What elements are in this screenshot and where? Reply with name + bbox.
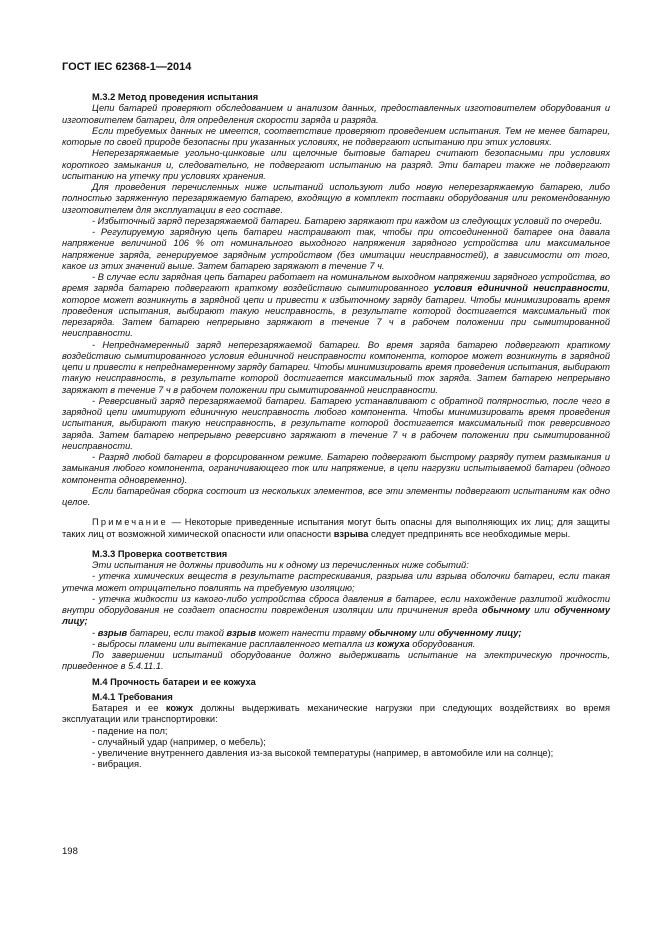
text-run: - случайный удар (например, о мебель);: [92, 736, 266, 747]
text-run: или: [416, 627, 438, 638]
text-run: — Некоторые приведенные испытания могут быть опасны для выполняющих их лиц; для защиты таких лиц от возможной химической опасности или опасности: [62, 517, 610, 539]
document-header: ГОСТ IEC 62368-1—2014: [62, 61, 192, 73]
text-run: - выбросы пламени или вытекание расплавленного металла из: [92, 638, 377, 649]
section-heading: М.3.2 Метод проведения испытания: [92, 92, 259, 102]
text-run: - утечка жидкости из какого-либо устройства сброса давления в батарее, если нахождение разлитой жидкости внутри оборудования не создает опасности повреждения изоляции или причинения вреда: [62, 593, 610, 615]
paragraph: [62, 571, 610, 594]
document-body: [62, 92, 610, 771]
defined-term: кожуха: [376, 638, 410, 649]
text-run: оборудования.: [409, 638, 476, 649]
text-run: - В случае если зарядная цепь батареи работает на номинальном выходном напряжении зарядного устройства, во время заряда батарею подвергают краткому воздействию сымитированного: [62, 272, 610, 294]
text-run: - падение на пол;: [92, 725, 168, 736]
text-run: или: [530, 605, 555, 615]
defined-term: обычному: [368, 627, 417, 638]
paragraph: [62, 639, 610, 650]
defined-term: взрыв: [97, 627, 128, 638]
paragraph: [62, 396, 610, 452]
text-run: может нанести травму: [255, 627, 369, 638]
text-run: - Непреднамеренный заряд неперезаряжаемой батареи. Во время заряда батарею подвергают краткому воздействию сымитированного условия единичной неисправности компонента, которое может возникнуть в зарядной цепи и привести к непреднамеренному заряду батареи. Чтобы минимизировать время проведения испытания, выбирают такую неисправность, в результате которой достигается максимальный ток заряда. Затем батарею непрерывно заряжают в течение 7 ч в рабочем положении при сымитированной неисправности.: [62, 339, 610, 395]
paragraph: [62, 103, 610, 126]
paragraph: [62, 560, 610, 571]
text-run: - утечка химических веществ в результате растрескивания, разрыва или взрыва оболочки батареи, если такая утечка может отрицательно повлиять на требуемую изоляцию;: [62, 571, 610, 593]
defined-term: условия единичной неисправности: [433, 283, 608, 294]
paragraph: [62, 759, 610, 770]
text-run: , которое может возникнуть в зарядной цепи и привести к избыточному заряду батареи. Чтобы минимизировать время проведения испытания, выбирают такую неисправность, в результате которой достигается максимальный ток перезаряда. Затем батарею непрерывно заряжают в течение 7 ч в рабочем положении при сымитированной неисправности.: [62, 283, 611, 339]
text-run: - увеличение внутреннего давления из-за высокой температуры (например, в автомобиле или на солнце);: [92, 748, 554, 758]
paragraph: [62, 148, 610, 182]
text-run: должны выдерживать механические нагрузки при следующих воздействиях во время эксплуатации или транспортировки:: [62, 703, 610, 725]
paragraph: [62, 227, 610, 272]
paragraph: [62, 452, 610, 486]
paragraph: [62, 748, 610, 759]
text-run: - вибрация.: [92, 759, 142, 770]
paragraph: [62, 340, 610, 396]
paragraph: [62, 216, 610, 227]
text-run: - Регулируемую зарядную цепь батареи настраивают так, чтобы при отсоединенной батарее она давала напряжение величиной 106 % от номинального выходного напряжения зарядного устройства или максимальное напряжение заряда, генерируемое зарядным устройством (без имитации неисправностей), в зависимости от того, какое из этих значений выше. Затем батарею заряжают в течение 7 ч.: [62, 227, 610, 271]
text-run: - Реверсивный заряд перезаряжаемой батареи. Батарею устанавливают с обратной полярностью, после чего в зарядной цепи имитируют единичную неисправность любого компонента. Чтобы минимизировать время проведения испытания, выбирают такую неисправность, в результате которой достигается максимальный ток реверсивного заряда. Затем батарею непрерывно реверсивно заряжают в течение 7 ч в рабочем положении при сымитированной неисправности.: [62, 395, 610, 451]
paragraph: [62, 486, 610, 509]
text-run: Если требуемых данных не имеется, соответствие проверяют проведением испытания. Тем не менее батареи, которые по своей природе безопасны при указанных условиях, не подвергают испытанию при этих условиях.: [62, 125, 610, 147]
paragraph: [62, 737, 610, 748]
paragraph: [62, 726, 610, 737]
text-run: - Разряд любой батареи в форсированном режиме. Батарею подвергают быстрому разряду путем размыкания и замыкания любого компонента, ограничивающего ток или напряжение, в цепи нагрузки испытываемой батареи (одного компонента одновременно).: [62, 452, 610, 485]
paragraph: [62, 650, 610, 673]
note-label: Примечание: [92, 517, 168, 528]
section-heading: М.3.3 Проверка соответствия: [92, 548, 228, 559]
paragraph: [62, 182, 610, 216]
text-run: Цепи батарей проверяют обследованием и анализом данных, предоставленных изготовителем оборудования и изготовителем батареи, для определения скорости заряда и разряда.: [62, 103, 610, 125]
defined-term: кожух: [165, 703, 194, 713]
paragraph: [62, 703, 610, 726]
defined-term: взрыва: [333, 528, 369, 539]
text-run: -: [92, 627, 98, 638]
text-run: Батарея и ее: [92, 703, 166, 713]
text-run: Неперезаряжаемые угольно-цинковые или щелочные бытовые батареи считают безопасными при условиях короткого замыкания и, следовательно, не подвергают испытанию на разряд. Эти батареи также не подвергают испытанию на утечку при условиях хранения.: [62, 148, 610, 181]
text-run: - Избыточный заряд перезаряжаемой батареи. Батарею заряжают при каждом из следующих условий по очереди.: [92, 215, 603, 226]
page-number: 198: [62, 846, 78, 857]
text-run: Если батарейная сборка состоит из нескольких элементов, все эти элементы подвергают испытаниям как одно целое.: [62, 485, 610, 507]
paragraph: [62, 594, 610, 628]
text-run: следует предпринять все необходимые меры.: [368, 528, 571, 539]
paragraph: [62, 628, 610, 639]
text-run: Эти испытания не должны приводить ни к одному из перечисленных ниже событий:: [92, 560, 469, 570]
note-paragraph: [62, 517, 610, 540]
defined-term: обученному лицу;: [62, 605, 610, 627]
defined-term: взрыв: [226, 627, 256, 638]
text-run: батареи, если такой: [127, 627, 227, 638]
paragraph: [62, 272, 610, 340]
section-heading: М.4.1 Требования: [92, 691, 173, 702]
section-heading: М.4 Прочность батареи и ее кожуха: [92, 676, 256, 687]
defined-term: обученному лицу;: [437, 627, 522, 638]
text-run: Для проведения перечисленных ниже испытаний используют либо новую неперезаряжаемую батарею, либо полностью заряженную перезаряжаемую батарею, входящую в комплект поставки оборудования или рекомендованную изготовителем для эксплуатации в его составе.: [62, 182, 610, 215]
text-run: По завершении испытаний оборудование должно выдерживать испытание на электрическую прочность, приведенное в 5.4.11.1.: [62, 650, 610, 672]
defined-term: обычному: [481, 605, 531, 615]
paragraph: [62, 126, 610, 149]
